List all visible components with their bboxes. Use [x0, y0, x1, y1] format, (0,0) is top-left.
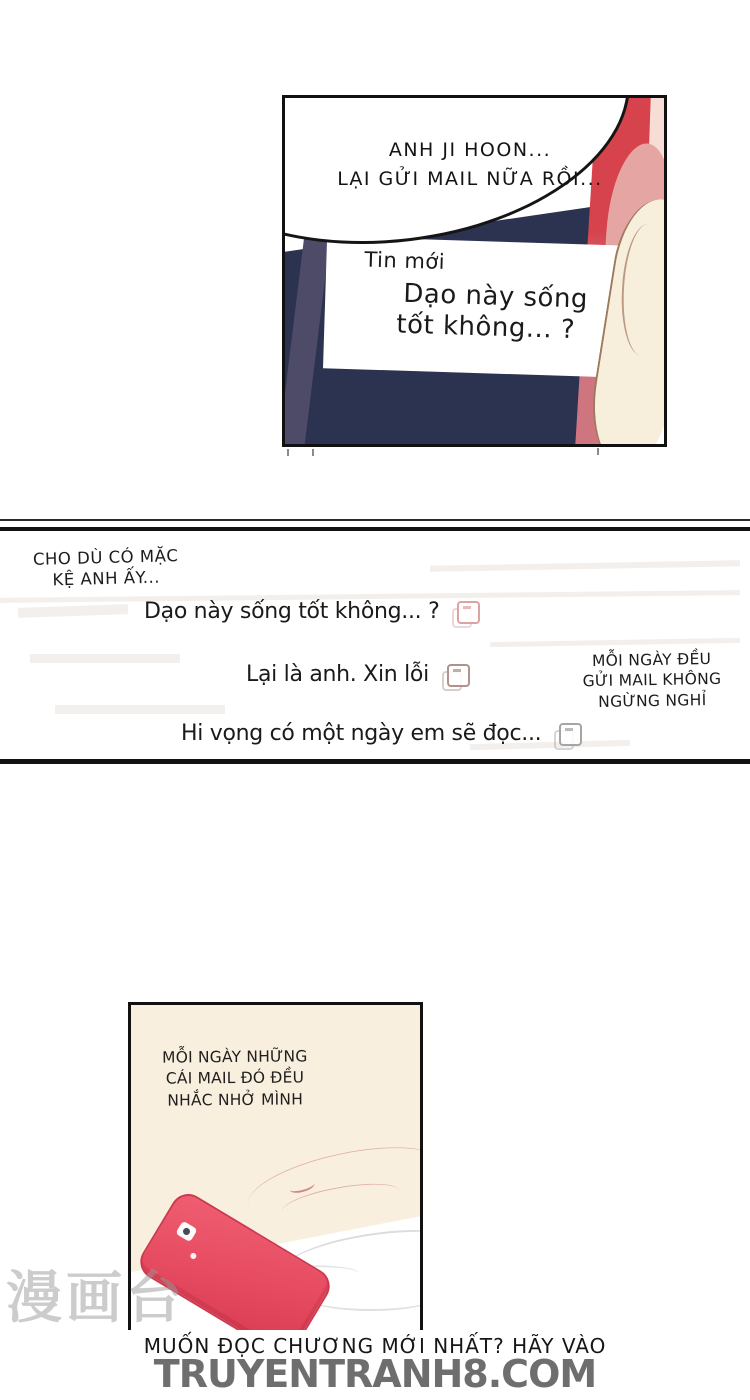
- ink-tick: [597, 448, 599, 455]
- thought-text-left: [24, 546, 187, 591]
- mail-icon-front: [447, 664, 470, 687]
- speech-bubble-text: [303, 136, 637, 193]
- speech-line1: ANH JI HOON...: [388, 139, 552, 161]
- mail-subject: Hi vọng có một ngày em sẽ đọc...: [181, 721, 542, 746]
- notification-title: Tin mới: [364, 247, 446, 274]
- mail-list-item: [144, 599, 480, 628]
- phone-flash: [189, 1252, 197, 1260]
- notification-line2: tốt không... ?: [395, 309, 576, 346]
- camera-lens-dot: [182, 1227, 192, 1237]
- mail-icon-front: [559, 723, 582, 746]
- thought-text: [149, 1046, 322, 1112]
- panel-phone-in-hand: [282, 95, 667, 447]
- thought-right-line2: GỬI MAIL KHÔNG: [582, 670, 722, 691]
- ghost-line: [430, 560, 740, 571]
- ghost-line: [30, 654, 180, 663]
- panel2-thought-line2: CÁI MAIL ĐÓ ĐỀU: [165, 1068, 305, 1088]
- site-watermark: 漫画台: [6, 1266, 186, 1331]
- ink-tick: [312, 449, 314, 456]
- ghost-line: [490, 638, 740, 647]
- strip-top-thin-rule: [0, 519, 750, 521]
- thought-left-line2: KỆ ANH ẤY...: [52, 567, 161, 590]
- mail-unread-icon: [444, 663, 470, 691]
- mail-icon-dash: [565, 728, 573, 731]
- ghost-line: [18, 604, 128, 618]
- speech-line2: LẠI GỬI MAIL NỮA RỒI...: [337, 167, 603, 190]
- phone-camera: [175, 1221, 197, 1243]
- mail-unread-icon: [556, 722, 582, 750]
- mail-list-item: [246, 662, 470, 691]
- mail-notification-card: [323, 236, 629, 377]
- blanket-sketch-line: [242, 1133, 423, 1236]
- mail-unread-icon: [454, 600, 480, 628]
- notification-line1: Dạo này sống: [402, 278, 589, 315]
- footer-site-name: TRUYENTRANH8.COM: [153, 1352, 597, 1396]
- thumb-nail-line: [619, 223, 667, 357]
- footer-promo-text: MUỐN ĐỌC CHƯƠNG MỚI NHẤT? HÃY VÀO: [143, 1334, 607, 1358]
- mail-subject: Dạo này sống tốt không... ?: [144, 599, 440, 624]
- strip-bottom-rule: [0, 759, 750, 764]
- mail-icon-dash: [463, 606, 471, 609]
- thought-right-line3: NGỪNG NGHỈ: [598, 690, 707, 711]
- thought-left-line1: CHO DÙ CÓ MẶC: [32, 546, 179, 569]
- mail-icon-front: [457, 601, 480, 624]
- mail-icon-dash: [453, 669, 461, 672]
- ink-tick: [287, 449, 289, 456]
- panel2-thought-line1: MỖI NGÀY NHỮNG: [162, 1047, 308, 1067]
- panel2-thought-line3: NHẮC NHỞ MÌNH: [167, 1090, 304, 1110]
- thought-right-line1: MỖI NGÀY ĐỀU: [591, 649, 712, 671]
- thought-text-right: [567, 649, 736, 713]
- mail-list-item: [181, 721, 582, 750]
- strip-top-thick-rule: [0, 527, 750, 531]
- mail-subject: Lại là anh. Xin lỗi: [246, 662, 429, 687]
- ghost-line: [55, 705, 225, 714]
